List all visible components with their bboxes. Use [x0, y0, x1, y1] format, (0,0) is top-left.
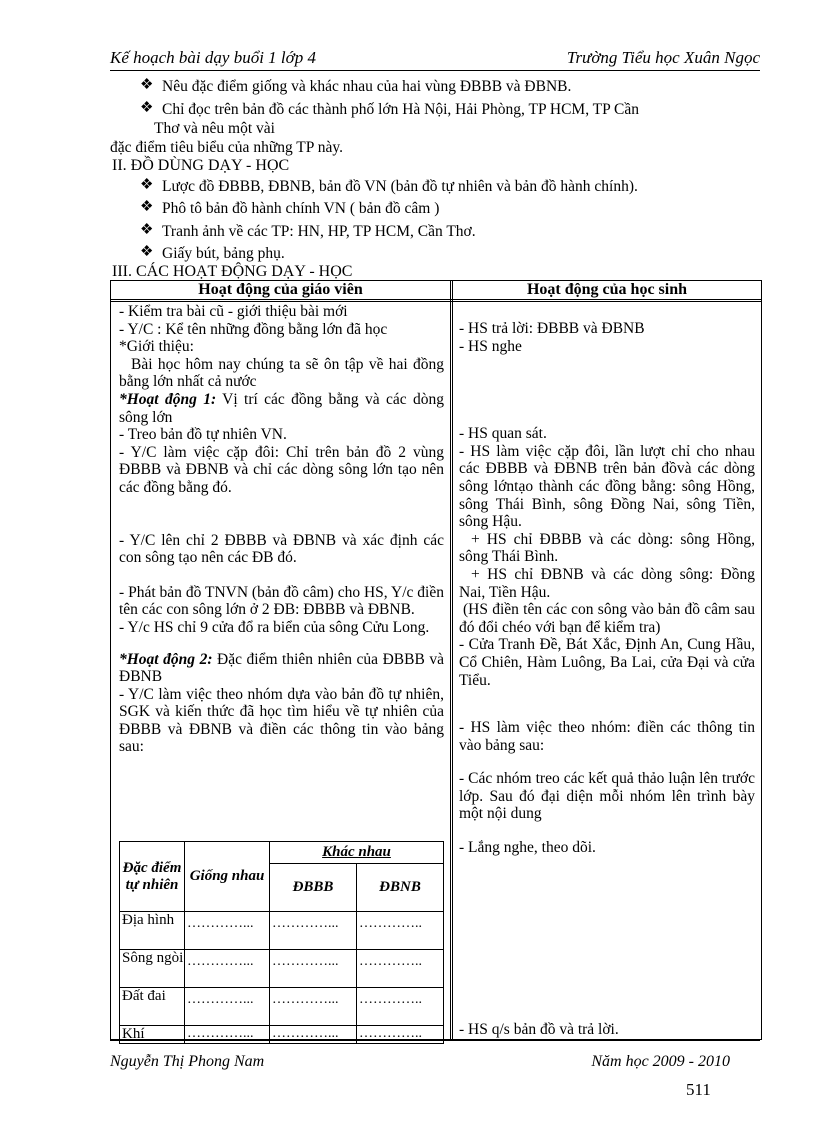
student-step: + HS chỉ ĐBNB và các dòng sông: Đồng Nai, Tiền Hậu. — [459, 565, 755, 601]
page-header — [110, 44, 760, 71]
student-step: - Lắng nghe, theo dõi. — [459, 839, 596, 857]
teacher-step: - Kiểm tra bài cũ - giới thiệu bài mới — [119, 303, 348, 320]
teacher-step: - Y/C làm việc cặp đôi: Chỉ trên bản đồ 2 vùng ĐBBB và ĐBNB và chỉ các dòng sông lớn tạo nên các đồng bằng đó. — [119, 443, 444, 496]
header-divider — [111, 299, 761, 302]
student-step-last: - HS q/s bản đồ và trả lời. — [459, 1021, 619, 1038]
objective-text: Nêu đặc điểm giống và khác nhau của hai vùng ĐBBB và ĐBNB. — [162, 78, 572, 95]
column-header-student: Hoạt động của học sinh — [526, 281, 688, 298]
page-footer — [110, 1040, 760, 1077]
header-giong-nhau: Giống nhau — [185, 842, 270, 912]
activity-2-heading: *Hoạt động 2: Đặc điểm thiên nhiên của ĐBBB và ĐBNB — [119, 650, 444, 686]
diamond-bullet-icon: ❖ — [140, 222, 154, 238]
table-row: Đất đai …………... …………... ………….. — [120, 988, 444, 1026]
student-step: - HS trả lời: ĐBBB và ĐBNB — [459, 320, 645, 337]
student-column — [459, 320, 755, 857]
teacher-step: *Giới thiệu: — [119, 338, 194, 356]
student-step: + HS chỉ ĐBBB và các dòng: sông Hồng, sông Thái Bình. — [459, 530, 755, 566]
diamond-bullet-icon: ❖ — [140, 199, 154, 215]
teacher-column — [119, 303, 444, 756]
table-row: Khí …………... …………... ………….. — [120, 1026, 444, 1044]
header-dac-diem: Đặc điểm tự nhiên — [120, 842, 185, 912]
header-left-title: Kế hoạch bài dạy buổi 1 lớp 4 — [110, 48, 316, 67]
student-step: - HS làm việc cặp đôi, lần lượt chỉ cho nhau các ĐBBB và ĐBNB trên bản đồvà các dòng sông lớntạo thành các đồng bằng: sông Hồng, sông Thái Bình, sông Đồng Nai, sông Tiền, sông Hậu. — [459, 442, 755, 531]
student-step: - HS quan sát. — [459, 425, 547, 443]
table-row: Sông ngòi …………... …………... ………….. — [120, 950, 444, 988]
diamond-bullet-icon: ❖ — [140, 77, 154, 93]
diamond-bullet-icon: ❖ — [140, 244, 154, 260]
column-header-teacher: Hoạt động của giáo viên — [198, 281, 363, 298]
student-step: - Các nhóm treo các kết quả thảo luận lên trước lớp. Sau đó đại diện mỗi nhóm lên trình bày một nội dung — [459, 770, 755, 823]
column-divider — [450, 281, 453, 1039]
table-row: Địa hình …………... …………... ………….. — [120, 912, 444, 950]
header-dbnb: ĐBNB — [357, 864, 444, 912]
footer-school-year: Năm học 2009 - 2010 — [591, 1053, 730, 1070]
teacher-step: - Treo bản đồ tự nhiên VN. — [119, 426, 287, 444]
section-2-title: II. ĐỒ DÙNG DẠY - HỌC — [112, 157, 290, 174]
header-right-school: Trường Tiểu học Xuân Ngọc — [566, 48, 760, 67]
objective-continuation: đặc điểm tiêu biểu của những TP này. — [110, 139, 343, 156]
activity-label: *Hoạt động 1: — [119, 390, 217, 408]
diamond-bullet-icon: ❖ — [140, 100, 154, 116]
diamond-bullet-icon: ❖ — [140, 177, 154, 193]
footer-author: Nguyễn Thị Phong Nam — [110, 1053, 265, 1070]
student-step: - HS nghe — [459, 337, 522, 355]
teacher-step: - Y/C làm việc theo nhóm dựa vào bản đồ tự nhiên, SGK và kiến thức đã học tìm hiểu về tự nhiên của ĐBBB và ĐBNB và điền các thông tin vào bảng sau: — [119, 685, 444, 756]
section-3-title: III. CÁC HOẠT ĐỘNG DẠY - HỌC — [112, 263, 353, 280]
teacher-step: - Y/C lên chỉ 2 ĐBBB và ĐBNB và xác định các con sông tạo nên các ĐB đó. — [119, 531, 444, 567]
activity-1-heading: *Hoạt động 1: Vị trí các đồng bằng và các dòng sông lớn — [119, 390, 444, 426]
student-step: (HS điền tên các con sông vào bản đồ câm sau đó đổi chéo với bạn để kiểm tra) — [459, 601, 755, 636]
comparison-table — [119, 841, 444, 1044]
teacher-step: - Phát bản đồ TNVN (bản đồ câm) cho HS, Y/c điền tên các con sông lớn ở 2 ĐB: ĐBBB và ĐBNB. — [119, 583, 444, 619]
header-dbbb: ĐBBB — [270, 864, 357, 912]
objective-text: Chỉ đọc trên bản đồ các thành phố lớn Hà Nội, Hải Phòng, TP HCM, TP Cần — [162, 101, 640, 118]
student-step: - Cửa Tranh Đề, Bát Xắc, Định An, Cung Hầu, Cổ Chiên, Hàm Luông, Ba Lai, cửa Đại và cửa Tiểu. — [459, 636, 755, 689]
page-number: 511 — [686, 1080, 711, 1099]
activity-table — [110, 280, 762, 1040]
teacher-step: Bài học hôm nay chúng ta sẽ ôn tập về hai đồng bằng lớn nhất cả nước — [119, 355, 444, 391]
teacher-step: - Y/c HS chỉ 9 cửa đổ ra biển của sông Cửu Long. — [119, 618, 430, 636]
student-step: - HS làm việc theo nhóm: điền các thông tin vào bảng sau: — [459, 719, 755, 754]
activity-label: *Hoạt động 2: — [119, 650, 213, 668]
teacher-step: - Y/C : Kể tên những đồng bằng lớn đã học — [119, 320, 388, 338]
header-khac-nhau: Khác nhau — [270, 842, 444, 864]
objective-text-cont: Thơ và nêu một vài — [154, 120, 275, 137]
